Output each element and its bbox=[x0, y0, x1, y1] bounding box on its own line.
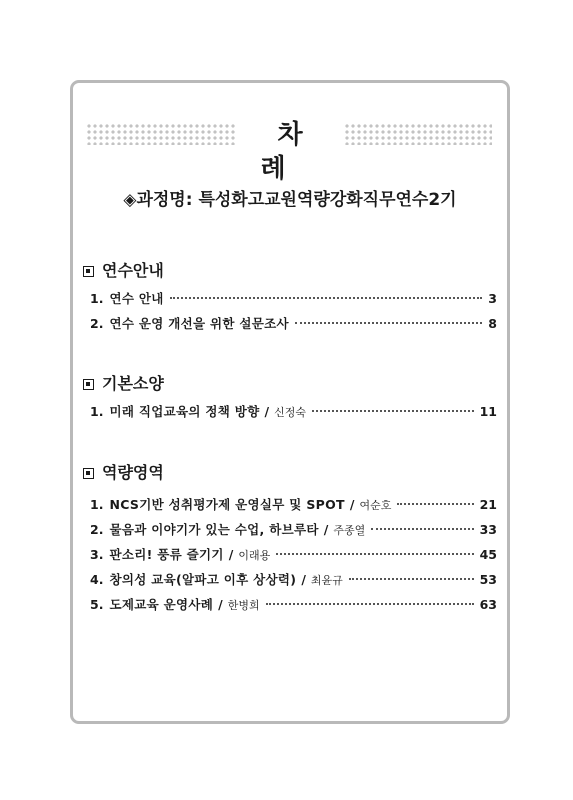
toc-entry[interactable] bbox=[90, 403, 497, 421]
entry-author: 주종열 bbox=[333, 524, 366, 537]
entry-title: 창의성 교육(알파고 이후 상상력) bbox=[109, 572, 297, 587]
dot-leader bbox=[276, 553, 473, 555]
entry-author: 최윤규 bbox=[310, 574, 343, 587]
toc-entry[interactable] bbox=[90, 496, 497, 514]
toc-entry[interactable] bbox=[90, 290, 497, 308]
entry-number: 3. bbox=[90, 547, 104, 562]
dot-leader bbox=[266, 603, 474, 605]
section-heading-label: 기본소양 bbox=[102, 374, 164, 393]
entry-page: 33 bbox=[479, 522, 497, 537]
dot-pattern-right bbox=[344, 123, 492, 145]
entry-number: 2. bbox=[90, 522, 104, 537]
entry-author: 이래용 bbox=[238, 549, 271, 562]
entry-title: 도제교육 운영사례 bbox=[109, 597, 214, 612]
square-bullet-icon bbox=[83, 266, 94, 277]
entry-page: 11 bbox=[479, 404, 497, 419]
dot-leader bbox=[295, 322, 482, 324]
square-bullet-icon bbox=[83, 379, 94, 390]
title-row bbox=[78, 118, 500, 184]
author-separator: / bbox=[301, 572, 306, 587]
course-title: ◈과정명: 특성화고교원역량강화직무연수2기 bbox=[123, 190, 457, 210]
square-bullet-icon bbox=[83, 468, 94, 479]
entry-title: 판소리! 풍류 즐기기 bbox=[109, 547, 224, 562]
section-heading-competency bbox=[83, 462, 164, 484]
entry-page: 63 bbox=[479, 597, 497, 612]
dot-pattern-left bbox=[86, 123, 236, 145]
entry-author: 신정숙 bbox=[274, 406, 307, 419]
entry-number: 5. bbox=[90, 597, 104, 612]
toc-entry[interactable] bbox=[90, 596, 497, 614]
entry-title: 미래 직업교육의 정책 방향 bbox=[109, 404, 260, 419]
toc-entry[interactable] bbox=[90, 546, 497, 564]
toc-entry[interactable] bbox=[90, 315, 497, 333]
dot-leader bbox=[397, 503, 473, 505]
entry-number: 1. bbox=[90, 497, 104, 512]
entry-number: 4. bbox=[90, 572, 104, 587]
entry-page: 21 bbox=[479, 497, 497, 512]
entry-page: 8 bbox=[488, 316, 497, 331]
entry-title: 물음과 이야기가 있는 수업, 하브루타 bbox=[109, 522, 319, 537]
toc-entry[interactable] bbox=[90, 571, 497, 589]
author-separator: / bbox=[228, 547, 234, 562]
section-heading-label: 역량영역 bbox=[102, 463, 164, 482]
entry-page: 45 bbox=[479, 547, 497, 562]
author-separator: / bbox=[349, 497, 355, 512]
page-title: 차 례 bbox=[260, 120, 337, 184]
entry-title: 연수 운영 개선을 위한 설문조사 bbox=[109, 316, 289, 331]
toc-entry[interactable] bbox=[90, 521, 497, 539]
section-heading-guide bbox=[83, 260, 164, 282]
dot-leader bbox=[371, 528, 473, 530]
entry-number: 1. bbox=[90, 404, 104, 419]
entry-author: 한병희 bbox=[227, 599, 260, 612]
dot-leader bbox=[170, 297, 483, 299]
author-separator: / bbox=[264, 404, 270, 419]
entry-title: 연수 안내 bbox=[109, 291, 164, 306]
author-separator: / bbox=[218, 597, 223, 612]
section-heading-label: 연수안내 bbox=[102, 261, 164, 280]
author-separator: / bbox=[323, 522, 329, 537]
entry-number: 1. bbox=[90, 291, 104, 306]
entry-page: 53 bbox=[479, 572, 497, 587]
section-heading-basics bbox=[83, 373, 164, 395]
entry-page: 3 bbox=[488, 291, 497, 306]
entry-number: 2. bbox=[90, 316, 104, 331]
entry-title: NCS기반 성취평가제 운영실무 및 SPOT bbox=[109, 497, 345, 512]
dot-leader bbox=[312, 410, 474, 412]
dot-leader bbox=[349, 578, 474, 580]
entry-author: 여순호 bbox=[359, 499, 392, 512]
